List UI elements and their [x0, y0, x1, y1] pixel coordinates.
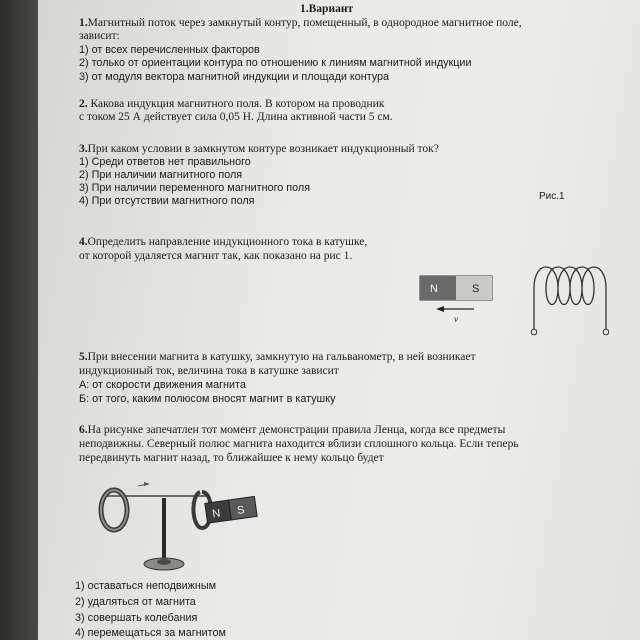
- question-4-number: 4.: [79, 236, 88, 248]
- question-5-line-1: [79, 351, 475, 364]
- question-6-number: 6.: [79, 424, 88, 436]
- question-3-option-3: 3) При наличии переменного магнитного поля: [79, 182, 311, 194]
- lenz-magnet-s-label: S: [236, 504, 246, 517]
- question-1-option-1: 1) от всех перечисленных факторов: [79, 44, 260, 56]
- coil-terminal-left: [531, 329, 537, 335]
- question-1-number: 1.: [79, 17, 88, 29]
- question-3-text-1: При каком условии в замкнутом контуре возникает индукционный ток?: [87, 143, 439, 155]
- question-3-line-1: [79, 143, 439, 156]
- question-2-line-2: с током 25 А действует сила 0,05 Н. Длина активной части 5 см.: [79, 111, 393, 123]
- lenz-magnet: [205, 496, 257, 523]
- question-2-text-1: Какова индукция магнитного поля. В котором на проводник: [90, 98, 385, 110]
- velocity-arrow-head: [436, 306, 444, 312]
- background-edge: [0, 0, 38, 640]
- magnet-s-label: S: [472, 283, 480, 295]
- question-6-option-1: 1) оставаться неподвижным: [75, 580, 217, 592]
- motion-mark-head: [144, 482, 150, 486]
- question-6-text-1: На рисунке запечатлен тот момент демонстрации правила Ленца, когда все предметы: [87, 424, 506, 436]
- question-5-option-a: А: от скорости движения магнита: [79, 379, 246, 391]
- question-1-option-2: 2) только от ориентации контура по отношению к линиям магнитной индукции: [79, 57, 472, 69]
- stand-joint: [157, 559, 171, 565]
- question-6-line-2: неподвижны. Северный полюс магнита находится вблизи сплошного кольца. Если теперь: [79, 438, 519, 450]
- question-5-line-2: индукционный ток, величина тока в катушке зависит: [79, 365, 339, 377]
- figure-lenz-rings: [78, 474, 268, 584]
- question-5-number: 5.: [79, 351, 88, 363]
- question-4-line-2: от которой удаляется магнит так, как показано на рис 1.: [79, 250, 353, 262]
- question-2-line-1: [79, 98, 384, 111]
- question-6-option-3: 3) совершать колебания: [75, 612, 198, 624]
- question-6-line-3: передвинуть магнит назад, то ближайшее к нему кольцо будет: [79, 452, 384, 464]
- question-1-option-3: 3) от модуля вектора магнитной индукции и площади контура: [79, 71, 390, 83]
- figure-1-magnet-coil: [410, 222, 610, 338]
- coil-terminal-right: [603, 329, 609, 335]
- page-title: 1.Вариант: [300, 3, 354, 15]
- question-1-line-2: зависит:: [79, 30, 120, 42]
- question-5-option-b: Б: от того, каким полюсом вносят магнит в катушку: [79, 393, 336, 405]
- question-6-option-2: 2) удаляться от магнита: [75, 596, 196, 608]
- question-1-text-1: Магнитный поток через замкнутый контур, помещенный, в однородное магнитное поле,: [87, 17, 522, 29]
- question-1-line-1: [79, 17, 522, 30]
- coil: [534, 267, 606, 330]
- worksheet-page: [38, 0, 640, 640]
- question-3-option-1: 1) Среди ответов нет правильного: [79, 156, 251, 168]
- magnet-n-label: N: [430, 283, 438, 295]
- question-4-text-1: Определить направление индукционного тока в катушке,: [87, 236, 368, 248]
- question-5-text-1: При внесении магнита в катушку, замкнутую на гальванометр, в ней возникает: [87, 351, 476, 363]
- question-2-number: 2.: [79, 98, 88, 110]
- velocity-label: v: [454, 314, 458, 324]
- question-3-option-2: 2) При наличии магнитного поля: [79, 169, 243, 181]
- question-3-option-4: 4) При отсутствии магнитного поля: [79, 195, 255, 207]
- question-6-line-1: [79, 424, 505, 437]
- question-6-option-4: 4) перемещаться за магнитом: [75, 627, 226, 639]
- question-4-line-1: [79, 236, 367, 249]
- lenz-magnet-n-label: N: [211, 507, 222, 521]
- figure-1-label: Рис.1: [539, 191, 565, 202]
- magnet-north-half: [420, 276, 456, 300]
- question-3-number: 3.: [79, 143, 88, 155]
